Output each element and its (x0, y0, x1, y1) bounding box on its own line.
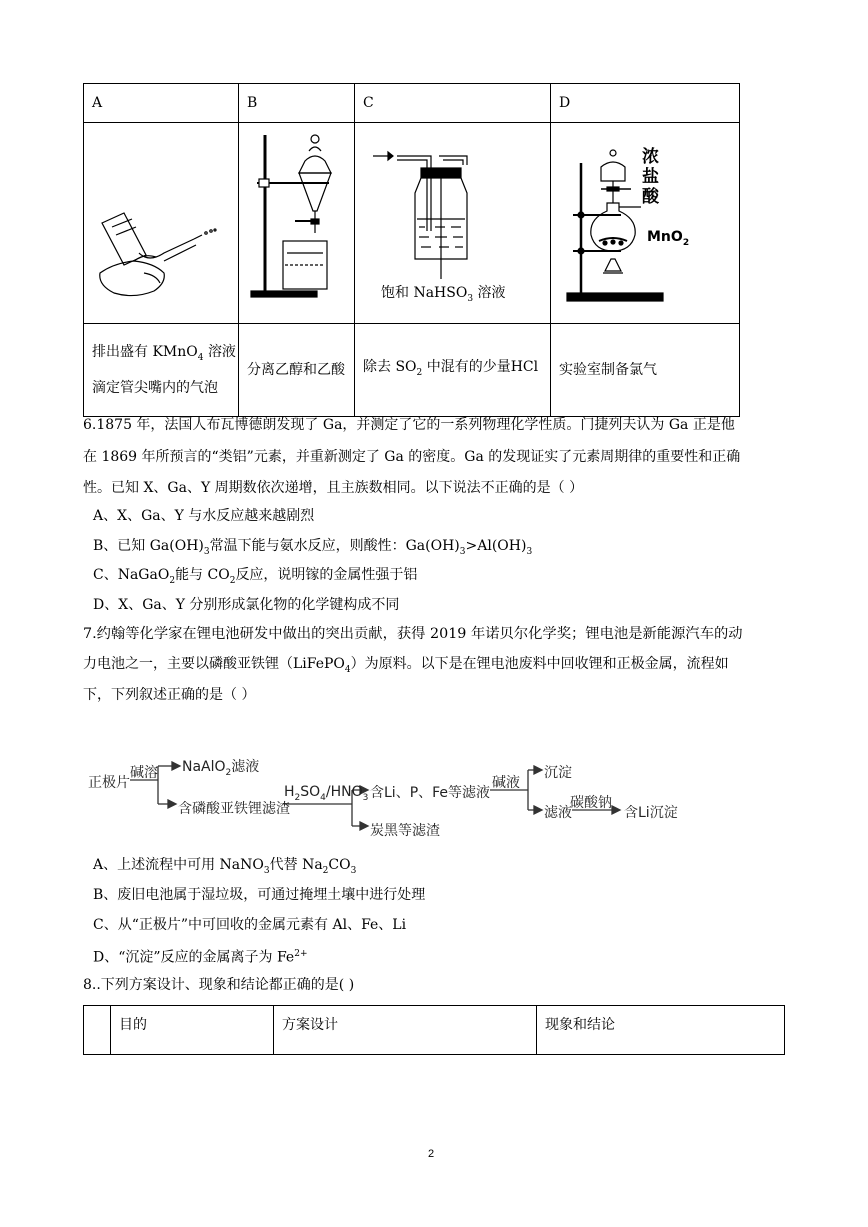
desc-b: 分离乙醇和乙酸 (239, 324, 355, 417)
q7-option-a: A、上述流程中可用 NaNO$_3$代替 $Na_2CO_3$ (93, 857, 357, 876)
header-c: C (355, 84, 551, 123)
q6-line-2: 在 1869 年所预言的“类铝”元素，并重新测定了 Ga 的密度。Ga 的发现证实了元素周期律的重要性和正确 (83, 449, 741, 465)
desc-a: 排出盛有 KMnO$_4$ 溶液 滴定管尖嘴内的气泡 (84, 324, 239, 417)
flow-alkali-solution: 碱液 (492, 775, 520, 791)
desc-d: 实验室制备氯气 (551, 324, 740, 417)
q6-line-3: 性。已知 X、Ga、Y 周期数依次递增，且主族数相同。以下说法不正确的是（ ） (83, 480, 584, 496)
q6-line-1: 6.1875 年，法国人布瓦博德朗发现了 Ga，并测定了它的一系列物理化学性质。门捷列夫认为 Ga 正是他 (83, 417, 735, 433)
q6-option-d: D、X、Ga、Y 分别形成氯化物的化学键构成不同 (93, 597, 400, 613)
q7-option-d: D、“沉淀”反应的金属离子为 $Fe^{2+}$ (93, 949, 308, 966)
q7-option-c: C、从“正极片”中可回收的金属元素有 Al、Fe、Li (93, 917, 407, 933)
apparatus-d-cell (551, 123, 740, 324)
chlorine-generator-figure (551, 123, 714, 319)
apparatus-b-cell (239, 123, 355, 324)
flow-filtrate: 滤液 (544, 805, 572, 821)
flow-sodium-carbonate: 碳酸钠 (570, 795, 612, 811)
header-d: D (551, 84, 740, 123)
flow-start: 正极片 (88, 775, 130, 791)
separatory-funnel-figure (239, 123, 346, 319)
flow-li-precipitate: 含Li沉淀 (624, 805, 678, 821)
page-number: 2 (428, 1148, 435, 1160)
gas-washing-bottle-figure (355, 123, 542, 283)
q7-option-b: B、废旧电池属于湿垃圾，可通过掩埋土壤中进行处理 (93, 887, 426, 903)
desc-c: 除去 $SO_2$ 中混有的少量HCl (355, 324, 551, 417)
flow-filtrate-li-p-fe: 含Li、P、Fe等滤液 (370, 785, 491, 801)
q8-table (83, 1005, 785, 1055)
header-b: B (239, 84, 355, 123)
concentrated-hcl-label: 浓 盐 酸 (642, 147, 659, 207)
flow-step-alkali: 碱溶 (130, 765, 158, 781)
q6-option-b: B、已知 $Ga(OH)_3$常温下能与氨水反应，则酸性：$Ga(OH)_3>Al(OH)_3$ (93, 538, 533, 557)
q8-line-1: 8..下列方案设计、现象和结论都正确的是( ) (83, 977, 355, 993)
flow-filtrate-naalo2: NaAlO$_2$滤液 (182, 759, 260, 778)
flow-acid-reagent: $H_2SO_4/HNO_3$ (284, 784, 369, 803)
flow-precipitate: 沉淀 (544, 765, 572, 781)
burette-bubble-figure (84, 123, 230, 319)
q7-line-3: 下，下列叙述正确的是（ ） (83, 687, 256, 703)
apparatus-a-cell (84, 123, 239, 324)
apparatus-table (83, 83, 740, 417)
recycle-flow-chart (88, 748, 688, 848)
q8-col-purpose: 目的 (111, 1006, 274, 1055)
q7-line-1: 7.约翰等化学家在锂电池研发中做出的突出贡献，获得 2019 年诺贝尔化学奖；锂电池是新能源汽车的动 (83, 626, 743, 642)
header-a: A (84, 84, 239, 123)
q7-line-2: 力电池之一，主要以磷酸亚铁锂（LiFePO$_4$）为原料。以下是在锂电池废料中回收锂和正极金属，流程如 (83, 656, 729, 675)
flow-residue-carbon: 炭黑等滤渣 (370, 823, 440, 839)
q8-col-design: 方案设计 (274, 1006, 537, 1055)
q6-option-a: A、X、Ga、Y 与水反应越来越剧烈 (93, 508, 315, 524)
apparatus-c-cell (355, 123, 551, 324)
bottle-solution-label: 饱和 NaHSO$_3$ 溶液 (381, 285, 506, 304)
q6-option-c: C、NaGaO$_2$能与 $CO_2$反应，说明镓的金属性强于铝 (93, 567, 418, 586)
flow-residue-lifepo4: 含磷酸亚铁锂滤渣 (178, 801, 290, 817)
q8-col-result: 现象和结论 (537, 1006, 785, 1055)
q8-col-index (84, 1006, 111, 1055)
mno2-label: MnO$_2$ (647, 229, 690, 248)
